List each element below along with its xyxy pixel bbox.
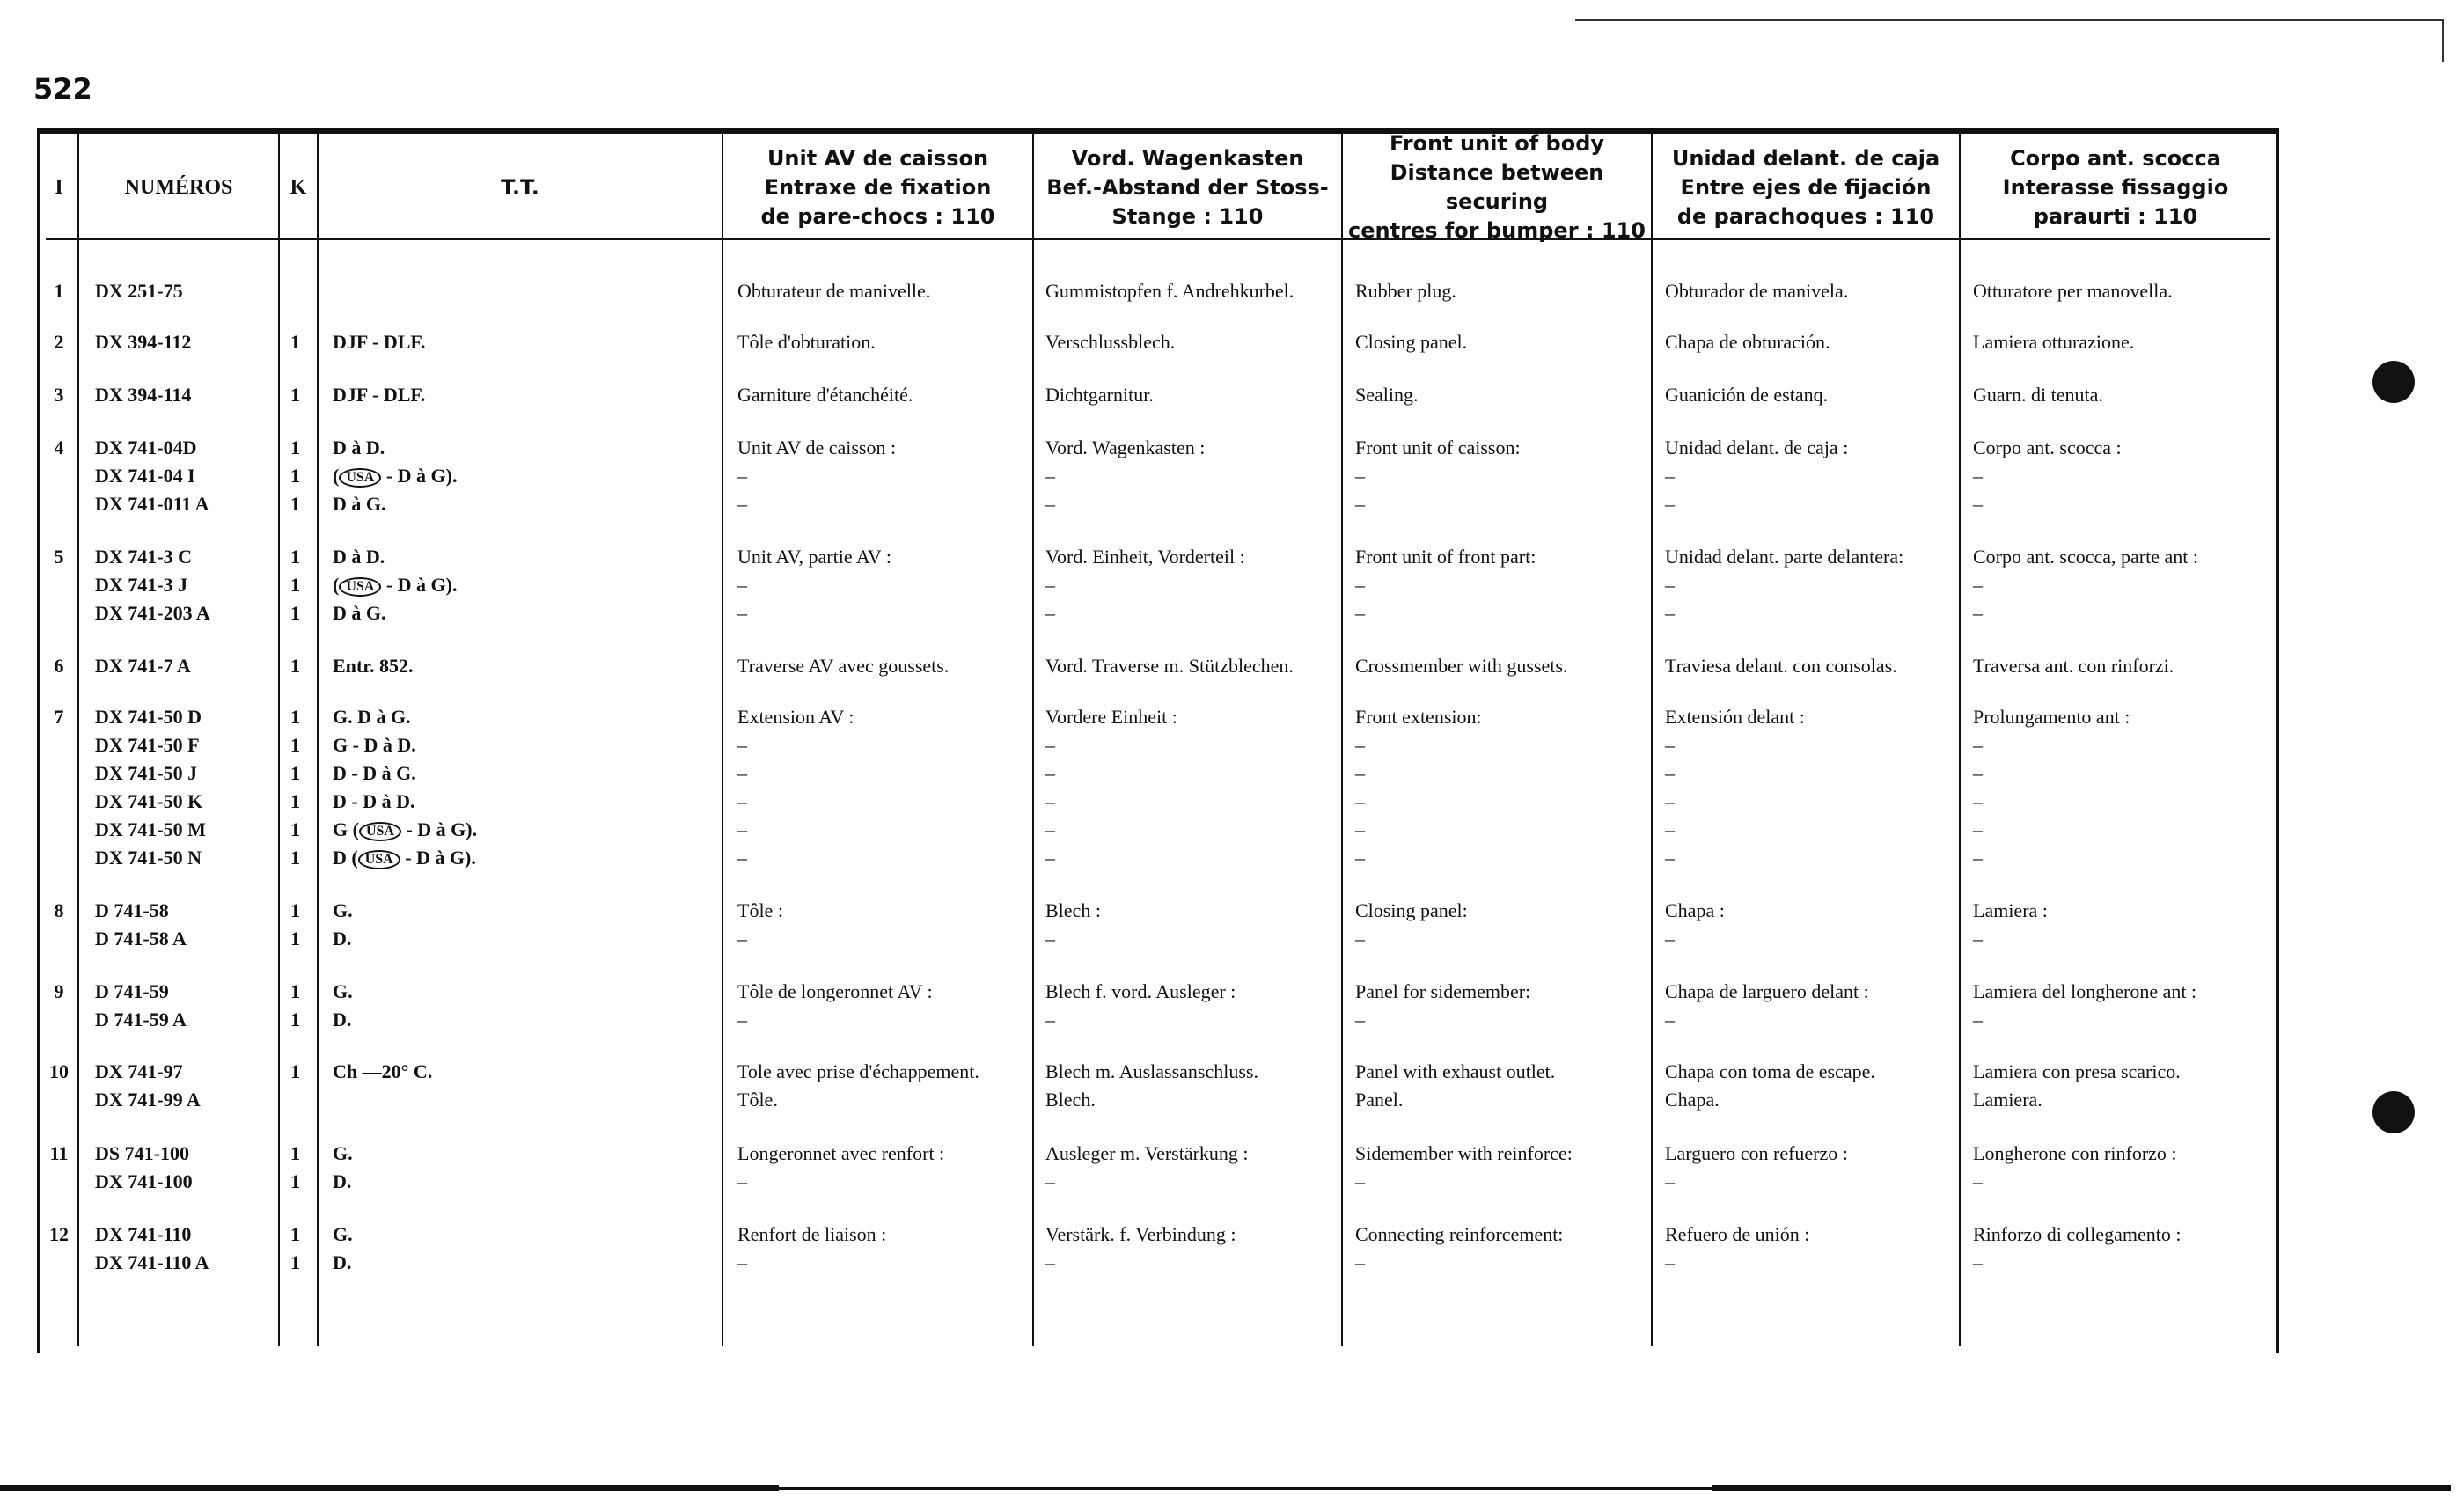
part-number: D 741-59 A xyxy=(95,1008,187,1030)
row-index: 9 xyxy=(54,980,64,1002)
desc-german: – xyxy=(1045,734,1055,756)
tt-code xyxy=(333,465,458,488)
desc-english: Crossmember with gussets. xyxy=(1355,655,1568,677)
desc-french: – xyxy=(737,574,747,596)
desc-french: – xyxy=(737,1008,747,1030)
quantity-k: 1 xyxy=(290,1008,300,1030)
desc-french: – xyxy=(737,602,747,624)
tt-code: DJF - DLF. xyxy=(333,384,426,406)
desc-english: – xyxy=(1355,928,1365,950)
quantity-k: 1 xyxy=(290,1060,300,1082)
part-number: DX 741-04 I xyxy=(95,465,195,487)
part-number: DX 741-50 J xyxy=(95,762,198,784)
quantity-k: 1 xyxy=(290,980,300,1002)
desc-german: Vord. Einheit, Vorderteil : xyxy=(1045,546,1245,568)
desc-french: – xyxy=(737,465,747,487)
desc-german: Blech : xyxy=(1045,899,1101,921)
quantity-k: 1 xyxy=(290,602,300,624)
part-number: DS 741-100 xyxy=(95,1142,189,1164)
desc-english: – xyxy=(1355,574,1365,596)
desc-english: Rubber plug. xyxy=(1355,280,1456,302)
tt-code-suffix: - D à G). xyxy=(400,847,476,869)
quantity-k: 1 xyxy=(290,899,300,921)
desc-english: Front unit of caisson: xyxy=(1355,436,1521,458)
desc-german: – xyxy=(1045,1170,1055,1192)
tt-code: D à G. xyxy=(333,602,386,624)
row-index: 1 xyxy=(54,280,64,302)
header-spanish xyxy=(1653,139,1959,236)
desc-spanish: – xyxy=(1665,602,1675,624)
desc-german: – xyxy=(1045,928,1055,950)
part-number: DX 741-97 xyxy=(95,1060,183,1082)
part-number: DX 741-110 xyxy=(95,1223,192,1245)
column-divider xyxy=(1651,134,1653,1346)
tt-code xyxy=(333,818,477,841)
part-number: D 741-58 xyxy=(95,899,169,921)
desc-english: Connecting reinforcement: xyxy=(1355,1223,1564,1245)
desc-spanish: Obturador de manivela. xyxy=(1665,280,1849,302)
header-rule xyxy=(46,238,2270,240)
desc-english: Panel with exhaust outlet. xyxy=(1355,1060,1556,1082)
desc-italian: Lamiera con presa scarico. xyxy=(1973,1060,2181,1082)
desc-german: Vord. Traverse m. Stützblechen. xyxy=(1045,655,1294,677)
part-number: DX 251-75 xyxy=(95,280,183,302)
quantity-k: 1 xyxy=(290,546,300,568)
part-number: DX 741-50 N xyxy=(95,847,202,869)
desc-italian: – xyxy=(1973,847,1983,869)
header-spanish-line: Entre ejes de fijación xyxy=(1680,174,1932,200)
desc-french: Garniture d'étanchéité. xyxy=(737,384,913,406)
desc-spanish: Chapa. xyxy=(1665,1089,1720,1111)
desc-italian: Corpo ant. scocca : xyxy=(1973,436,2122,458)
tt-code-prefix: D ( xyxy=(333,847,358,869)
quantity-k: 1 xyxy=(290,493,300,515)
column-divider xyxy=(77,134,79,1346)
desc-english: – xyxy=(1355,465,1365,487)
quantity-k: 1 xyxy=(290,1142,300,1164)
tt-code-suffix: - D à G). xyxy=(381,465,458,487)
desc-spanish: – xyxy=(1665,847,1675,869)
desc-english: – xyxy=(1355,1008,1365,1030)
tt-code: D - D à G. xyxy=(333,762,416,784)
desc-german: Verschlussblech. xyxy=(1045,331,1176,353)
desc-italian: Lamiera : xyxy=(1973,899,2048,921)
desc-spanish: – xyxy=(1665,928,1675,950)
row-index: 2 xyxy=(54,331,64,353)
desc-german: – xyxy=(1045,574,1055,596)
desc-italian: – xyxy=(1973,1008,1983,1030)
desc-italian: Prolungamento ant : xyxy=(1973,706,2130,728)
usa-badge: USA xyxy=(339,577,381,597)
desc-english: – xyxy=(1355,1170,1365,1192)
tt-code: D à D. xyxy=(333,546,385,568)
tt-code: G. D à G. xyxy=(333,706,411,728)
desc-spanish: – xyxy=(1665,1008,1675,1030)
desc-english: Panel for sidemember: xyxy=(1355,980,1531,1002)
desc-italian: Guarn. di tenuta. xyxy=(1973,384,2103,406)
quantity-k: 1 xyxy=(290,574,300,596)
desc-french: – xyxy=(737,762,747,784)
column-divider xyxy=(278,134,280,1346)
desc-french: Longeronnet avec renfort : xyxy=(737,1142,945,1164)
tt-code: D. xyxy=(333,1251,352,1273)
desc-spanish: – xyxy=(1665,574,1675,596)
desc-french: Tôle d'obturation. xyxy=(737,331,876,353)
desc-italian: – xyxy=(1973,1170,1983,1192)
quantity-k: 1 xyxy=(290,706,300,728)
desc-french: Traverse AV avec goussets. xyxy=(737,655,950,677)
desc-french: Tôle de longeronnet AV : xyxy=(737,980,933,1002)
desc-english: Sidemember with reinforce: xyxy=(1355,1142,1573,1164)
tt-code: D. xyxy=(333,928,352,950)
desc-french: – xyxy=(737,818,747,840)
desc-french: Unit AV de caisson : xyxy=(737,436,897,458)
row-index: 6 xyxy=(54,655,64,677)
quantity-k: 1 xyxy=(290,762,300,784)
tt-code: D. xyxy=(333,1008,352,1030)
desc-german: Vord. Wagenkasten : xyxy=(1045,436,1206,458)
header-german-line: Bef.-Abstand der Stoss- xyxy=(1046,174,1329,200)
tt-code-prefix: ( xyxy=(333,574,340,596)
tt-code: G. xyxy=(333,1223,353,1245)
top-rule-tick xyxy=(2442,19,2444,62)
desc-english: Front extension: xyxy=(1355,706,1482,728)
header-english xyxy=(1343,131,1651,243)
header-french xyxy=(723,139,1032,236)
header-italian xyxy=(1961,139,2270,236)
desc-spanish: Unidad delant. de caja : xyxy=(1665,436,1849,458)
desc-german: Dichtgarnitur. xyxy=(1045,384,1154,406)
desc-spanish: – xyxy=(1665,734,1675,756)
desc-english: – xyxy=(1355,734,1365,756)
desc-german: Vordere Einheit : xyxy=(1045,706,1177,728)
tt-code: G. xyxy=(333,980,353,1002)
part-number: DX 741-100 xyxy=(95,1170,193,1192)
desc-italian: Longherone con rinforzo : xyxy=(1973,1142,2177,1164)
desc-italian: Otturatore per manovella. xyxy=(1973,280,2173,302)
tt-code: G - D à D. xyxy=(333,734,416,756)
desc-italian: – xyxy=(1973,493,1983,515)
tt-code: D. xyxy=(333,1170,352,1192)
desc-spanish: Unidad delant. parte delantera: xyxy=(1665,546,1904,568)
bottom-rule xyxy=(0,1485,779,1491)
desc-spanish: Chapa de larguero delant : xyxy=(1665,980,1869,1002)
punch-hole xyxy=(2372,361,2415,403)
tt-code: D à D. xyxy=(333,436,385,458)
punch-hole xyxy=(2372,1091,2415,1133)
column-divider xyxy=(722,134,723,1346)
desc-english: Front unit of front part: xyxy=(1355,546,1536,568)
part-number: DX 394-112 xyxy=(95,331,192,353)
bottom-rule xyxy=(779,1487,1712,1490)
part-number: D 741-59 xyxy=(95,980,169,1002)
desc-english: – xyxy=(1355,602,1365,624)
desc-italian: Lamiera. xyxy=(1973,1089,2042,1111)
desc-italian: – xyxy=(1973,928,1983,950)
desc-spanish: Chapa con toma de escape. xyxy=(1665,1060,1875,1082)
tt-code xyxy=(333,574,458,597)
row-index: 7 xyxy=(54,706,64,728)
desc-french: Tôle : xyxy=(737,899,783,921)
desc-german: Blech m. Auslassanschluss. xyxy=(1045,1060,1258,1082)
desc-spanish: – xyxy=(1665,762,1675,784)
header-k: K xyxy=(290,175,307,199)
desc-english: Closing panel. xyxy=(1355,331,1468,353)
usa-badge: USA xyxy=(339,468,381,488)
part-number: DX 741-3 J xyxy=(95,574,188,596)
quantity-k: 1 xyxy=(290,384,300,406)
quantity-k: 1 xyxy=(290,1170,300,1192)
quantity-k: 1 xyxy=(290,655,300,677)
page-number: 522 xyxy=(33,72,92,106)
row-index: 8 xyxy=(54,899,64,921)
desc-spanish: – xyxy=(1665,493,1675,515)
desc-english: – xyxy=(1355,493,1365,515)
desc-german: Ausleger m. Verstärkung : xyxy=(1045,1142,1249,1164)
desc-spanish: – xyxy=(1665,1251,1675,1273)
header-english-line: centres for bumper : 110 xyxy=(1348,218,1646,243)
desc-german: Blech f. vord. Ausleger : xyxy=(1045,980,1236,1002)
desc-spanish: Traviesa delant. con consolas. xyxy=(1665,655,1897,677)
desc-german: – xyxy=(1045,762,1055,784)
header-spanish-line: Unidad delant. de caja xyxy=(1671,145,1940,171)
row-index: 3 xyxy=(54,384,64,406)
tt-code: G. xyxy=(333,899,353,921)
desc-french: Tôle. xyxy=(737,1089,778,1111)
tt-code-suffix: - D à G). xyxy=(381,574,458,596)
desc-english: Panel. xyxy=(1355,1089,1404,1111)
desc-french: – xyxy=(737,928,747,950)
quantity-k: 1 xyxy=(290,331,300,353)
tt-code xyxy=(333,847,476,869)
part-number: DX 741-50 D xyxy=(95,706,202,728)
header-index: I xyxy=(55,175,63,199)
header-french-line: de pare-chocs : 110 xyxy=(760,203,995,229)
desc-italian: Traversa ant. con rinforzi. xyxy=(1973,655,2174,677)
part-number: DX 741-50 K xyxy=(95,790,203,812)
desc-italian: Corpo ant. scocca, parte ant : xyxy=(1973,546,2198,568)
desc-spanish: – xyxy=(1665,1170,1675,1192)
desc-spanish: – xyxy=(1665,790,1675,812)
part-number: DX 394-114 xyxy=(95,384,192,406)
header-german-line: Vord. Wagenkasten xyxy=(1071,145,1304,171)
desc-spanish: – xyxy=(1665,818,1675,840)
desc-german: Blech. xyxy=(1045,1089,1096,1111)
desc-french: – xyxy=(737,847,747,869)
desc-german: – xyxy=(1045,602,1055,624)
desc-italian: – xyxy=(1973,465,1983,487)
tt-code-suffix: - D à G). xyxy=(400,818,478,840)
quantity-k: 1 xyxy=(290,1223,300,1245)
desc-english: – xyxy=(1355,1251,1365,1273)
part-number: DX 741-50 M xyxy=(95,818,206,840)
column-divider xyxy=(1341,134,1343,1346)
tt-code: Ch —20° C. xyxy=(333,1060,433,1082)
header-english-line: Front unit of body xyxy=(1389,131,1605,156)
desc-italian: – xyxy=(1973,818,1983,840)
desc-spanish: Chapa de obturación. xyxy=(1665,331,1830,353)
part-number: DX 741-50 F xyxy=(95,734,200,756)
header-italian-line: Interasse fissaggio xyxy=(2002,174,2229,200)
desc-french: Tole avec prise d'échappement. xyxy=(737,1060,979,1082)
desc-french: – xyxy=(737,493,747,515)
desc-italian: – xyxy=(1973,734,1983,756)
bottom-rule xyxy=(1712,1485,2451,1491)
desc-french: – xyxy=(737,1251,747,1273)
desc-french: Unit AV, partie AV : xyxy=(737,546,892,568)
column-divider xyxy=(1959,134,1961,1346)
part-number: D 741-58 A xyxy=(95,928,187,950)
part-number: DX 741-011 A xyxy=(95,493,209,515)
desc-italian: – xyxy=(1973,574,1983,596)
row-index: 12 xyxy=(49,1223,69,1245)
desc-german: – xyxy=(1045,847,1055,869)
desc-italian: Lamiera del longherone ant : xyxy=(1973,980,2197,1002)
header-french-line: Entraxe de fixation xyxy=(764,174,992,200)
part-number: DX 741-04D xyxy=(95,436,197,458)
header-german xyxy=(1034,139,1341,236)
row-index: 4 xyxy=(54,436,64,458)
desc-spanish: Guanición de estanq. xyxy=(1665,384,1829,406)
desc-italian: – xyxy=(1973,762,1983,784)
desc-german: – xyxy=(1045,465,1055,487)
quantity-k: 1 xyxy=(290,1251,300,1273)
desc-german: – xyxy=(1045,1008,1055,1030)
desc-spanish: Extensión delant : xyxy=(1665,706,1805,728)
tt-code: D à G. xyxy=(333,493,386,515)
desc-italian: Lamiera otturazione. xyxy=(1973,331,2135,353)
header-spanish-line: de parachoques : 110 xyxy=(1676,203,1935,229)
row-index: 5 xyxy=(54,546,64,568)
quantity-k: 1 xyxy=(290,734,300,756)
top-rule xyxy=(1575,19,2442,21)
desc-spanish: – xyxy=(1665,465,1675,487)
part-number: DX 741-7 A xyxy=(95,655,191,677)
header-italian-line: paraurti : 110 xyxy=(2033,203,2198,229)
desc-italian: Rinforzo di collegamento : xyxy=(1973,1223,2182,1245)
header-french-line: Unit AV de caisson xyxy=(766,145,989,171)
header-numeros: NUMÉROS xyxy=(124,175,233,199)
desc-french: Obturateur de manivelle. xyxy=(737,280,931,302)
part-number: DX 741-3 C xyxy=(95,546,192,568)
desc-english: – xyxy=(1355,818,1365,840)
tt-code-prefix: ( xyxy=(333,465,340,487)
quantity-k: 1 xyxy=(290,790,300,812)
tt-code: DJF - DLF. xyxy=(333,331,426,353)
desc-spanish: Refuero de unión : xyxy=(1665,1223,1810,1245)
desc-french: Renfort de liaison : xyxy=(737,1223,887,1245)
desc-german: – xyxy=(1045,818,1055,840)
desc-french: – xyxy=(737,734,747,756)
tt-code: Entr. 852. xyxy=(333,655,414,677)
desc-german: – xyxy=(1045,790,1055,812)
header-german-line: Stange : 110 xyxy=(1111,203,1264,229)
desc-italian: – xyxy=(1973,790,1983,812)
desc-german: Gummistopfen f. Andrehkurbel. xyxy=(1045,280,1294,302)
quantity-k: 1 xyxy=(290,847,300,869)
quantity-k: 1 xyxy=(290,436,300,458)
desc-french: – xyxy=(737,790,747,812)
usa-badge: USA xyxy=(359,822,401,841)
column-divider xyxy=(1032,134,1034,1346)
desc-german: Verstärk. f. Verbindung : xyxy=(1045,1223,1236,1245)
desc-spanish: Larguero con refuerzo : xyxy=(1665,1142,1848,1164)
quantity-k: 1 xyxy=(290,928,300,950)
quantity-k: 1 xyxy=(290,818,300,840)
part-number: DX 741-203 A xyxy=(95,602,210,624)
part-number: DX 741-110 A xyxy=(95,1251,209,1273)
desc-english: Closing panel: xyxy=(1355,899,1468,921)
desc-italian: – xyxy=(1973,602,1983,624)
column-divider xyxy=(317,134,319,1346)
tt-code: G. xyxy=(333,1142,353,1164)
header-tt: T.T. xyxy=(501,174,539,200)
desc-english: – xyxy=(1355,847,1365,869)
desc-french: Extension AV : xyxy=(737,706,854,728)
desc-english: – xyxy=(1355,790,1365,812)
row-index: 11 xyxy=(49,1142,69,1164)
desc-english: Sealing. xyxy=(1355,384,1419,406)
quantity-k: 1 xyxy=(290,465,300,487)
desc-english: – xyxy=(1355,762,1365,784)
desc-french: – xyxy=(737,1170,747,1192)
desc-spanish: Chapa : xyxy=(1665,899,1725,921)
header-english-line: Distance between securing xyxy=(1390,160,1604,214)
desc-italian: – xyxy=(1973,1251,1983,1273)
part-number: DX 741-99 A xyxy=(95,1089,201,1111)
desc-german: – xyxy=(1045,1251,1055,1273)
desc-german: – xyxy=(1045,493,1055,515)
row-index: 10 xyxy=(49,1060,69,1082)
tt-code: D - D à D. xyxy=(333,790,415,812)
tt-code-prefix: G ( xyxy=(333,818,359,840)
usa-badge: USA xyxy=(358,850,400,869)
header-italian-line: Corpo ant. scocca xyxy=(2010,145,2221,171)
